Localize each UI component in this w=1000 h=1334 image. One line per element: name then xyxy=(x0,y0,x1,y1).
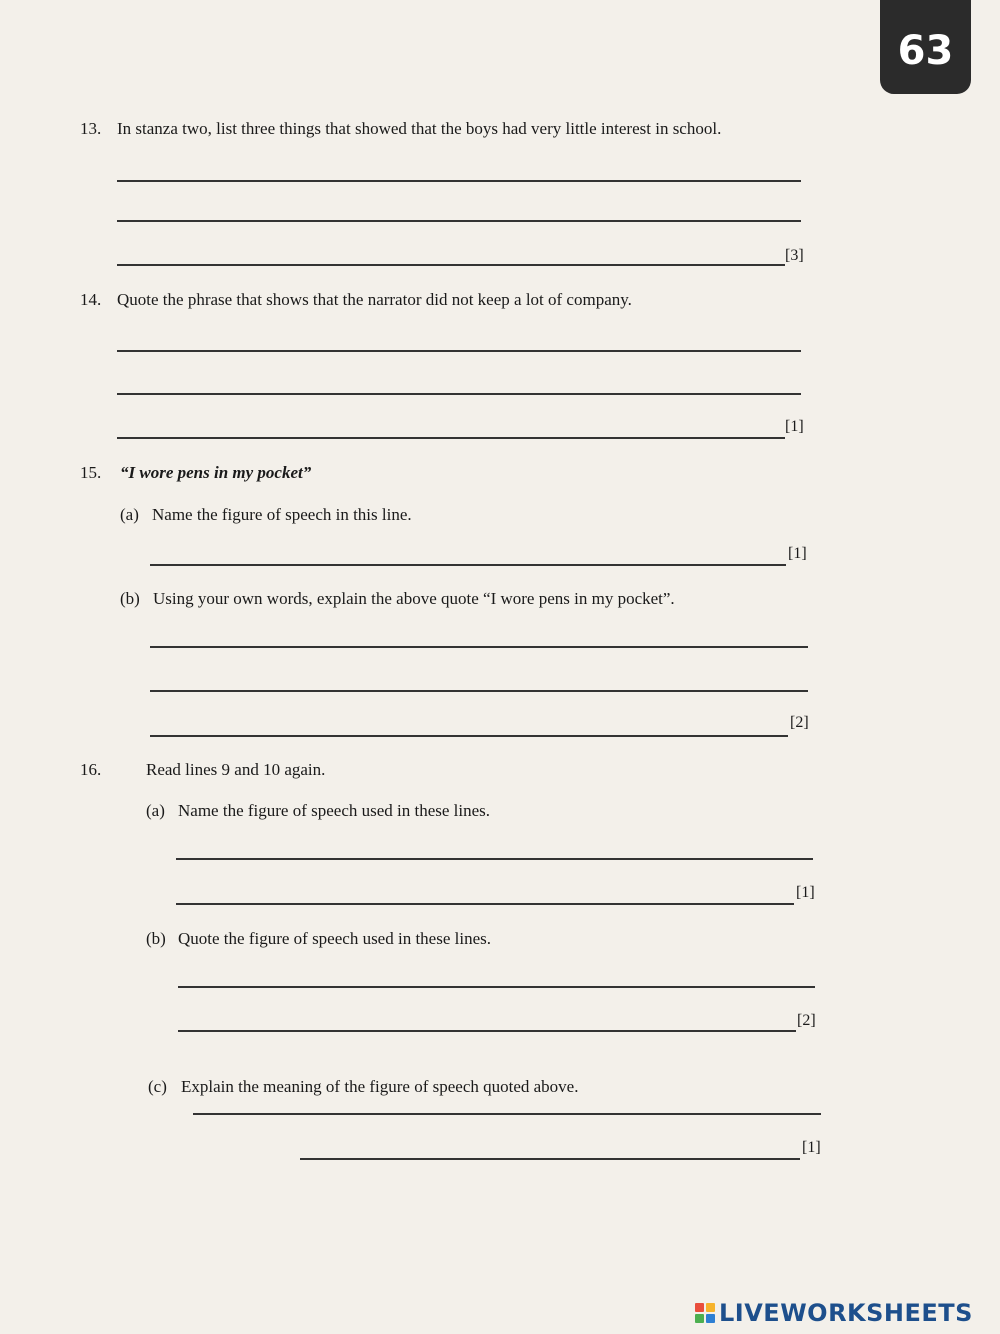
question-16-text: Read lines 9 and 10 again. xyxy=(146,760,326,779)
question-15b-text: Using your own words, explain the above quote “I wore pens in my pocket”. xyxy=(153,589,675,608)
question-16b-label: (b) xyxy=(146,929,166,948)
question-15-number: 15. xyxy=(80,463,102,482)
question-13-marks: [3] xyxy=(785,247,804,264)
question-14-number: 14. xyxy=(80,290,102,309)
answer-line[interactable] xyxy=(117,350,801,352)
question-16a-label: (a) xyxy=(146,801,165,820)
question-14-marks: [1] xyxy=(785,418,804,435)
question-16c-label: (c) xyxy=(148,1077,167,1096)
question-15a-text: Name the figure of speech in this line. xyxy=(152,505,412,524)
logo-grid-icon xyxy=(695,1303,715,1323)
page-number-badge: 63 xyxy=(880,0,971,94)
question-15b-marks: [2] xyxy=(790,714,809,731)
logo-square xyxy=(706,1303,715,1312)
logo-square xyxy=(695,1314,704,1323)
answer-line[interactable] xyxy=(176,858,813,860)
question-15b-label: (b) xyxy=(120,589,140,608)
answer-line[interactable] xyxy=(176,903,794,905)
question-16a-text: Name the figure of speech used in these lines. xyxy=(178,801,491,820)
question-13-number: 13. xyxy=(80,119,102,138)
question-16c-text: Explain the meaning of the figure of speech quoted above. xyxy=(181,1077,579,1096)
logo-square xyxy=(706,1314,715,1323)
question-16-number: 16. xyxy=(80,760,102,779)
question-16c-marks: [1] xyxy=(802,1139,821,1156)
answer-line[interactable] xyxy=(178,1030,796,1032)
answer-line[interactable] xyxy=(150,735,788,737)
question-14-text: Quote the phrase that shows that the narrator did not keep a lot of company. xyxy=(117,290,632,309)
question-16b-marks: [2] xyxy=(797,1012,816,1029)
answer-line[interactable] xyxy=(178,986,815,988)
question-16a-marks: [1] xyxy=(796,884,815,901)
answer-line[interactable] xyxy=(117,220,801,222)
answer-line[interactable] xyxy=(117,393,801,395)
answer-line[interactable] xyxy=(150,646,808,648)
answer-line[interactable] xyxy=(117,264,785,266)
liveworksheets-logo xyxy=(695,1298,973,1328)
question-15a-label: (a) xyxy=(120,505,139,524)
answer-line[interactable] xyxy=(117,180,801,182)
answer-line[interactable] xyxy=(150,690,808,692)
question-15-quote: “I wore pens in my pocket” xyxy=(120,463,312,482)
answer-line[interactable] xyxy=(300,1158,800,1160)
logo-square xyxy=(695,1303,704,1312)
answer-line[interactable] xyxy=(150,564,786,566)
answer-line[interactable] xyxy=(117,437,785,439)
logo-text: LIVEWORKSHEETS xyxy=(719,1299,973,1327)
question-16b-text: Quote the figure of speech used in these lines. xyxy=(178,929,491,948)
answer-line[interactable] xyxy=(193,1113,821,1115)
question-13-text: In stanza two, list three things that showed that the boys had very little interest in school. xyxy=(117,119,722,138)
question-15a-marks: [1] xyxy=(788,545,807,562)
